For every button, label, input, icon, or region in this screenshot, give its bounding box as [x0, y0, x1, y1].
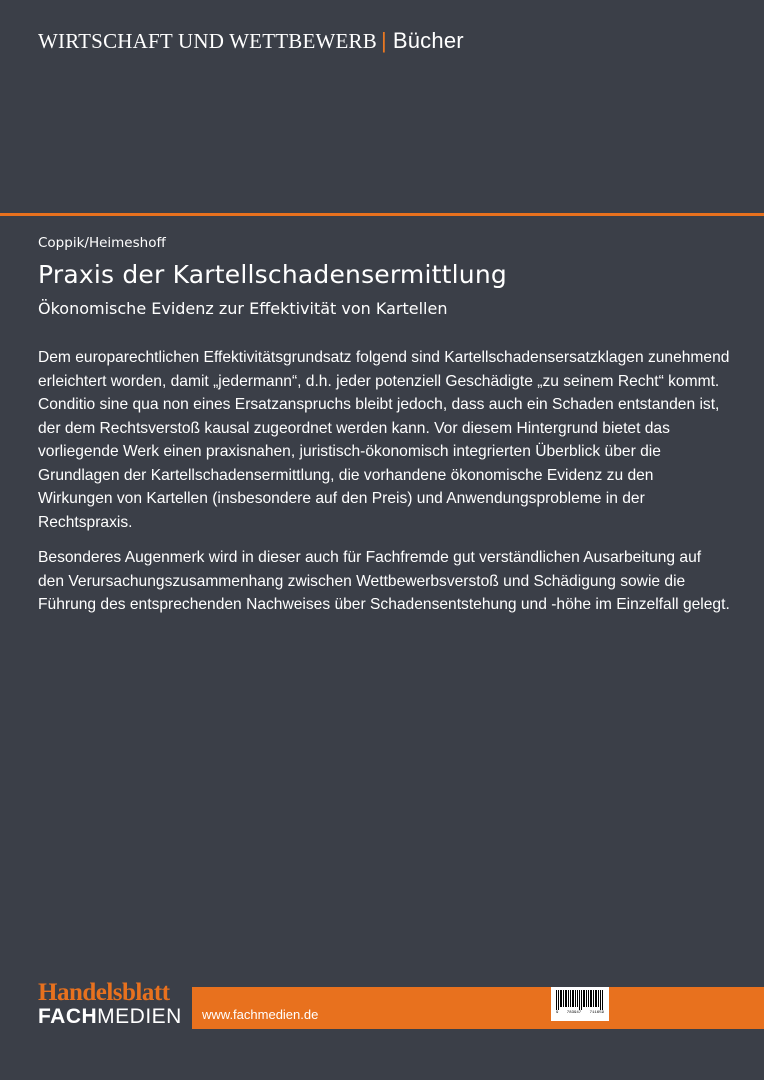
publisher-url[interactable]: www.fachmedien.de [202, 1007, 319, 1022]
barcode-icon [556, 990, 604, 1010]
logo-fachmedien [38, 1006, 184, 1027]
isbn-digit-group: 711659 [589, 1011, 604, 1015]
footer-orange-bar [192, 987, 764, 1029]
book-title: Praxis der Kartellschadensermittlung [38, 260, 507, 289]
book-authors: Coppik/Heimeshoff [38, 235, 166, 251]
book-description [38, 346, 730, 629]
book-subtitle: Ökonomische Evidenz zur Effektivität von Kartellen [38, 299, 448, 318]
publisher-logo [38, 980, 184, 1027]
isbn-barcode [551, 987, 609, 1021]
isbn-digits [556, 1011, 604, 1015]
isbn-digit-group: 9 [556, 1011, 559, 1015]
series-header [38, 28, 464, 54]
description-paragraph: Dem europarechtlichen Effektivitätsgrundsatz folgend sind Kartellschadensersatzklagen zunehmend erleichtert worden, damit „jedermann“, d.h. jeder potenziell Geschädigte „zu seinem Recht“ kommt. Conditio sine qua non eines Ersatzanspruchs bleibt jedoch, dass auch ein Schaden entstanden ist, der dem Rechtsverstoß kausal zugeordnet werden kann. Vor diesem Hintergrund bietet das vorliegende Werk einen praxisnahen, juristisch-ökonomisch integrierten Überblick über die Grundlagen der Kartellschadensermittlung, die vorhandene ökonomische Evidenz zu den Wirkungen von Kartellen (insbesondere auf den Preis) und Anwendungsprobleme in der Rechtspraxis. [38, 349, 730, 531]
series-name: WIRTSCHAFT UND WETTBEWERB [38, 29, 377, 53]
logo-fach: FACH [38, 1005, 98, 1028]
logo-handelsblatt: Handelsblatt [38, 979, 170, 1006]
description-paragraph: Besonderes Augenmerk wird in dieser auch für Fachfremde gut verständlichen Ausarbeitung auf den Verursachungszusammenhang zwischen Wettbewerbsverstoß und Schädigung sowie die Führung des entsprechenden Nachweises über Schadensentstehung und -höhe im Einzelfall gelegt. [38, 549, 730, 613]
isbn-digit-group: 783947 [566, 1011, 582, 1015]
series-separator: | [380, 28, 387, 53]
logo-medien: MEDIEN [97, 1005, 182, 1028]
series-subname: Bücher [392, 28, 464, 53]
orange-divider [0, 213, 764, 216]
